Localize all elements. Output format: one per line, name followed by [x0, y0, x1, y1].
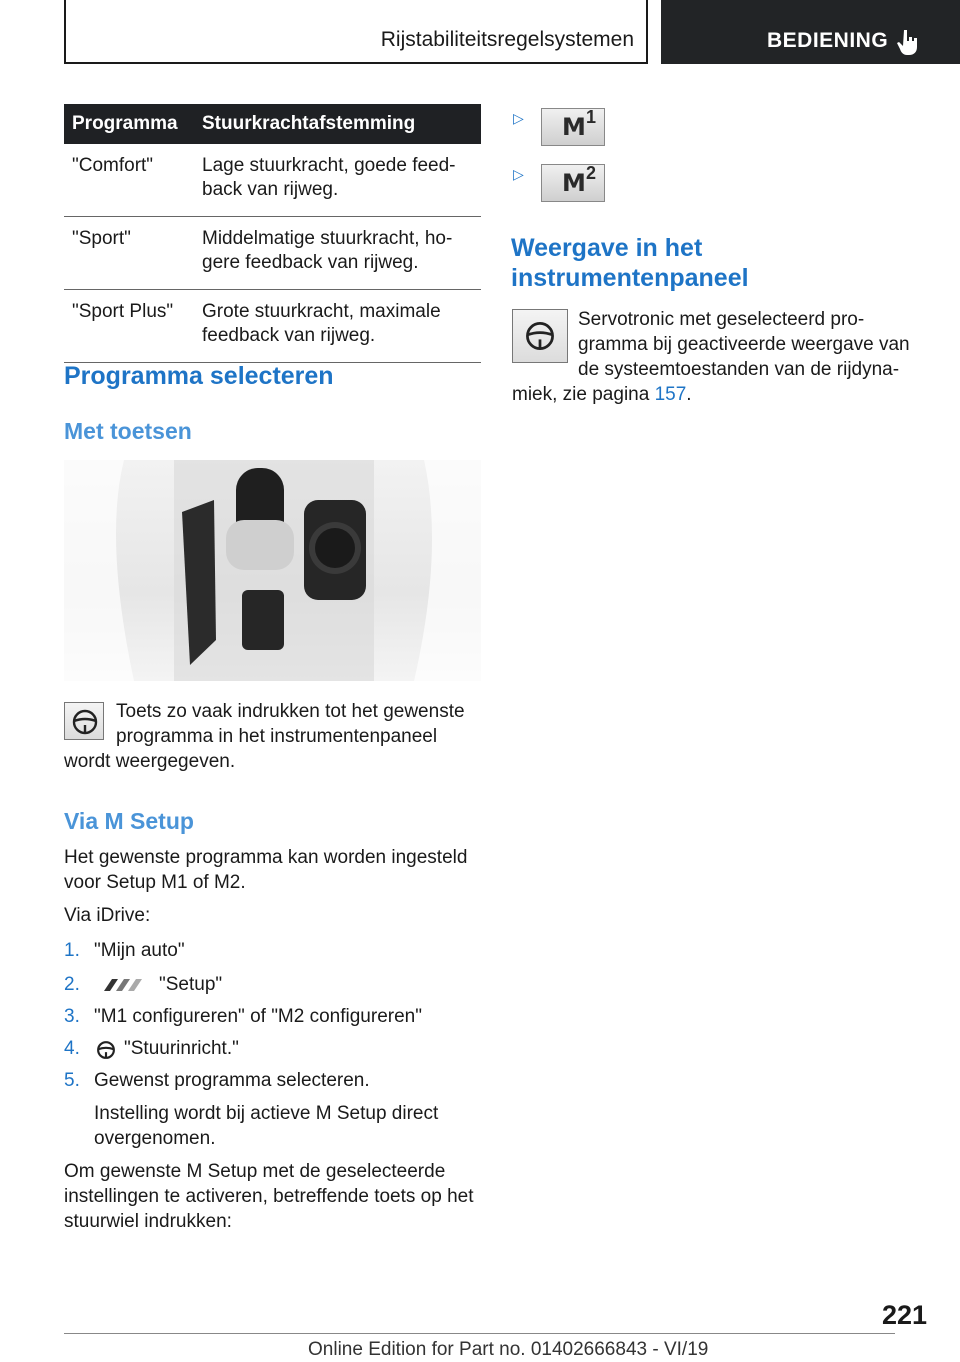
m1-button-icon — [541, 108, 605, 146]
table-row — [64, 144, 481, 217]
page-ref-prefix: miek, zie pagina — [512, 384, 650, 405]
table-header-steering: Stuurkrachtafstemming — [198, 104, 481, 144]
page-number: 221 — [882, 1300, 928, 1330]
steering-wheel-icon — [96, 1040, 116, 1060]
step-number: 4. — [64, 1038, 80, 1059]
display-text-line: gramma bij geactiveerde weergave van — [578, 334, 910, 355]
page-ref-suffix: . — [686, 384, 692, 405]
program-cell: "Sport" — [64, 217, 198, 290]
table-row — [64, 290, 481, 363]
description-line: Lage stuurkracht, goede feed- — [202, 155, 456, 176]
description-line: Grote stuurkracht, maximale — [202, 301, 441, 322]
setup-text-line: Het gewenste programma kan worden ingesteld — [64, 847, 468, 868]
section-heading-select-program: Programma selecteren — [64, 362, 334, 390]
subheading-m-setup: Via M Setup — [64, 808, 194, 834]
m2-button-icon — [541, 164, 605, 202]
description-cell — [198, 290, 481, 363]
step-text: "M1 configureren" of "M2 configureren" — [94, 1006, 422, 1027]
description-line: feedback van rijweg. — [202, 325, 376, 346]
table-row — [64, 217, 481, 290]
table-header-row — [64, 104, 481, 144]
steering-wheel-icon — [71, 708, 99, 736]
program-cell: "Comfort" — [64, 144, 198, 217]
table-header-program: Programma — [64, 104, 198, 144]
note-line: wordt weergegeven. — [64, 751, 236, 772]
m1-label: M — [562, 113, 586, 141]
step-number: 1. — [64, 940, 80, 961]
header-section-title: Rijstabiliteitsregelsystemen — [380, 28, 634, 51]
list-arrow-icon: ▷ — [513, 166, 524, 182]
step-number: 2. — [64, 974, 80, 995]
final-text-line: instellingen te activeren, betreffende toets op het — [64, 1186, 474, 1207]
step-detail-line: overgenomen. — [94, 1128, 216, 1149]
edition-text: Online Edition for Part no. 01402666843 - VI/19 — [308, 1339, 709, 1360]
steering-display-icon-box — [64, 702, 104, 740]
setup-text-line: voor Setup M1 of M2. — [64, 872, 246, 893]
note-line: programma in het instrumentenpaneel — [116, 726, 438, 747]
display-text-line: Servotronic met geselecteerd pro- — [578, 309, 865, 330]
steering-wheel-icon — [524, 320, 556, 352]
m1-sup: 1 — [586, 107, 597, 127]
list-arrow-icon: ▷ — [513, 110, 524, 126]
final-text-line: stuurwiel indrukken: — [64, 1211, 232, 1232]
section-heading-display: Weergave in het — [511, 234, 703, 262]
program-cell: "Sport Plus" — [64, 290, 198, 363]
description-line: back van rijweg. — [202, 179, 339, 200]
m-stripes-icon — [96, 977, 148, 993]
header-chapter-title: BEDIENING — [767, 29, 889, 52]
step-text: "Mijn auto" — [94, 940, 185, 961]
step-detail-line: Instelling wordt bij actieve M Setup direct — [94, 1103, 439, 1124]
center-console-photo — [64, 460, 481, 681]
description-cell — [198, 217, 481, 290]
subheading-buttons: Met toetsen — [64, 418, 192, 444]
servotronic-icon-box — [512, 309, 568, 363]
description-line: gere feedback van rijweg. — [202, 252, 419, 273]
display-text-line: de systeemtoestanden van de rijdyna- — [578, 359, 900, 380]
m2-label: M — [562, 169, 586, 197]
pointing-hand-icon — [896, 28, 920, 56]
step-text: "Stuurinricht." — [124, 1038, 239, 1059]
header-section-box — [64, 0, 648, 64]
m2-sup: 2 — [586, 163, 597, 183]
page-reference-link[interactable]: 157 — [654, 384, 687, 405]
note-line: Toets zo vaak indrukken tot het gewenste — [116, 701, 465, 722]
description-line: Middelmatige stuurkracht, ho- — [202, 228, 453, 249]
display-text-line — [512, 382, 692, 407]
step-number: 5. — [64, 1070, 80, 1091]
final-text-line: Om gewenste M Setup met de geselecteerde — [64, 1161, 446, 1182]
step-number: 3. — [64, 1006, 80, 1027]
step-text: Gewenst programma selecteren. — [94, 1070, 370, 1091]
description-cell — [198, 144, 481, 217]
section-heading-display: instrumentenpaneel — [511, 264, 749, 292]
via-idrive-label: Via iDrive: — [64, 905, 151, 926]
footer-divider — [64, 1333, 895, 1334]
step-text: "Setup" — [159, 974, 223, 995]
steering-program-table — [64, 104, 481, 363]
